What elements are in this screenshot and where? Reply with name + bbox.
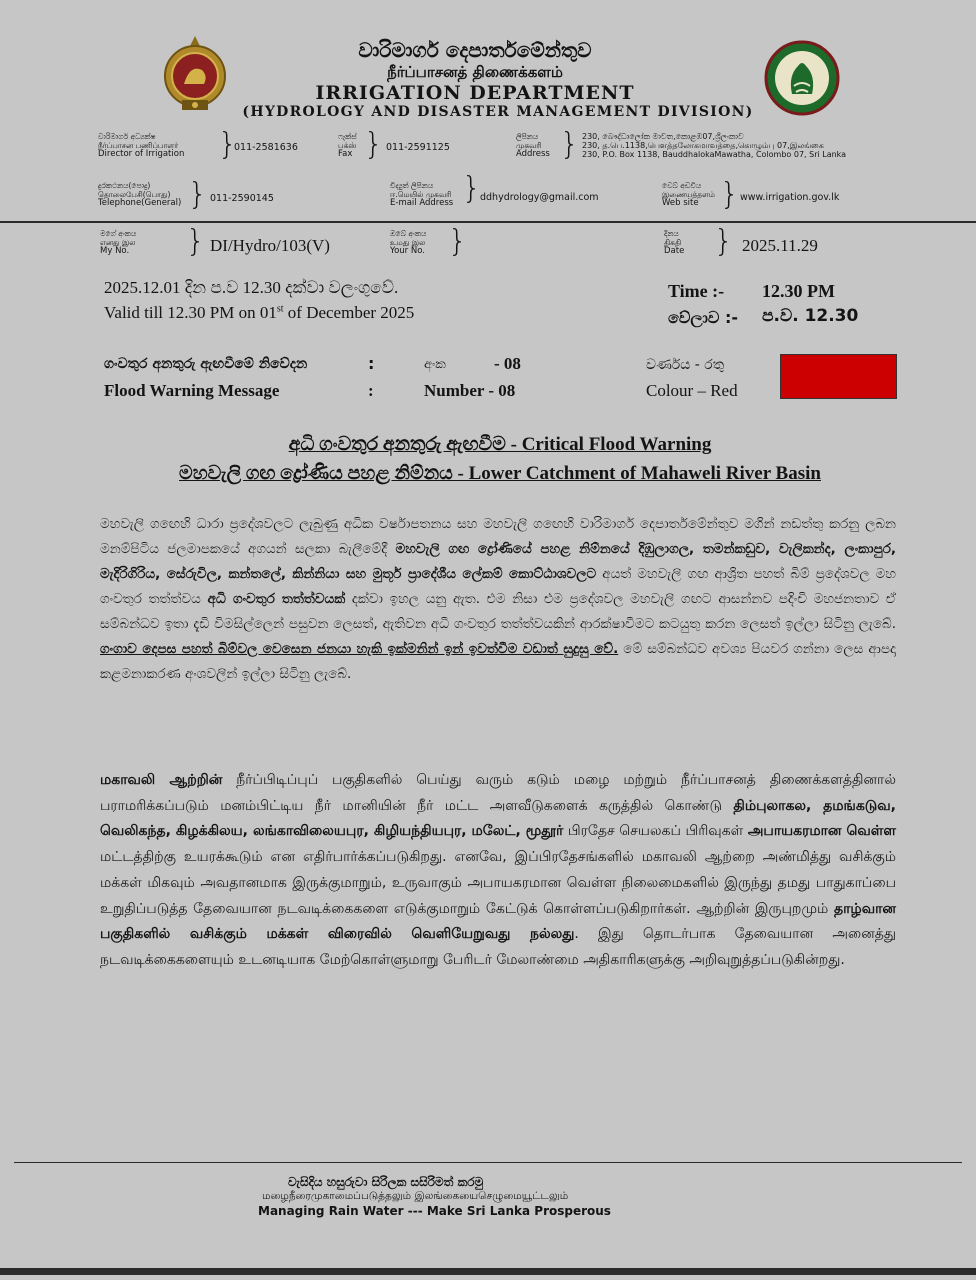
irrigation-emblem-icon — [764, 40, 840, 116]
director-label: වාරිමාර්ග අධ්‍යක්ෂ நீர்ப்பாசன பணிப்பாளர் Director of Irrigation — [98, 132, 185, 159]
website-value[interactable]: www.irrigation.gov.lk — [740, 192, 840, 203]
colour-label-english: Colour – Red — [646, 381, 738, 400]
email-value[interactable]: ddhydrology@gmail.com — [480, 192, 599, 203]
message-label-sinhala: ගංවතුර අනතුරු ඇඟවීමේ නිවේදන — [104, 356, 308, 372]
footer-english: Managing Rain Water --- Make Sri Lanka Prosperous — [258, 1204, 611, 1218]
emblem-icon — [160, 32, 230, 118]
telephone-label: දුරකථනය(පොදු) தொலைபேசி(பொது) Telephone(General) — [98, 181, 182, 208]
title-english: IRRIGATION DEPARTMENT — [315, 82, 635, 104]
header-divider — [0, 221, 976, 223]
time-value-sinhala: ප.ව. 12.30 — [762, 306, 859, 326]
message-colon: : — [368, 381, 374, 400]
brace: } — [448, 224, 468, 259]
heading-line-2: මහවැලි ගඟ ද්‍රෝණිය පහළ නිම්නය - Lower Catchment of Mahaweli River Basin — [179, 463, 821, 484]
colour-label-sinhala: වර්ණය - රතු — [646, 357, 725, 373]
message-label-english: Flood Warning Message — [104, 381, 280, 400]
validity-sinhala: 2025.12.01 දින ප.ව 12.30 දක්වා වලංගුවේ. — [104, 278, 399, 297]
website-label: වෙබ් අඩවිය இணையத்தளம் Web site — [662, 181, 715, 208]
brace: } — [218, 127, 238, 162]
footer-tamil: மழைநீரைமுகாமைப்படுத்தலும் இலங்கையைசெழுமையூட்டலும் — [262, 1190, 569, 1202]
director-phone: 011-2581636 — [234, 142, 298, 153]
heading-line-1: අධි ගංවතුර අනතුරු ඇඟවීම - Critical Flood Warning — [288, 434, 712, 455]
number-value-sinhala: - 08 — [494, 354, 521, 373]
telephone-number: 011-2590145 — [210, 193, 274, 204]
brace: } — [720, 177, 740, 212]
time-value: 12.30 PM — [762, 281, 835, 301]
fax-label: ෆැක්ස් பக்ஸ் Fax — [338, 132, 357, 159]
footer-sinhala: වැසිදිය හසුරුවා සිරිලක සසිරිමත් කරමු — [288, 1175, 484, 1189]
brace: } — [560, 127, 580, 162]
body-sinhala: මහවැලි ගඟෙහි ධාරා ප්‍රදේශවලට ලැබුණු අධික වර්ෂාපතනය සහ මහවැලි ගඟෙහි වාරිමාර්ග දෙපාර්තමේන්තුව මගින් නඩත්තු කරනු ලබන මනම්පිටිය ජලමාපකයේ අගයන් සලකා බැලීමේදී මහවැලි ගඟ ද්‍රෝණියේ පහළ නිම්නයේ දිඹුලාගල, තමන්කඩුව, වැලිකන්ද, ලංකාපුර, මැදිරිගිරිය, සේරුවිල, කන්තලේ, කින්නියා සහ මුතූර් ප්‍රාදේශීය ලේකම් කොට්ඨාශවලට අයත් මහවැලි ගඟ ආශ්‍රිත පහත් බිම් ප්‍රදේශවල මහ ගංවතුර තත්ත්වය අධි ගංවතුර තත්ත්වයක් දක්වා ඉහල යනු ඇත. එම නිසා එම ප්‍රදේශවල මහවැලි ගඟට ආසන්නව පදිංචි මහජනතාව ඒ සම්බන්ධව ඉතා දැඩි විමසිල්ලෙන් පසුවන ලෙසත්, ඇතිවන අධි ගංවතුර තත්ත්වයකින් ආරක්ෂාවීමට කටයුතු කරන ලෙසත් ඉල්ලා සිටිනු ලැබේ. ගංගාව දෙපස පහත් බිම්වල වෙසෙන ජනයා හැකි ඉක්මනින් ඉන් ඉවත්වීම වඩාත් සුදුසු වේ. මේ සම්බන්ධව අවශ්‍ය පියවර ගන්නා ලෙස ආපදා කළමනාකරණ අංශවලින් ඉල්ලා සිටිනු ලැබේ. — [100, 516, 897, 682]
brace: } — [364, 127, 384, 162]
title-sinhala: වාරිමාර්ග දෙපාර්තමේන්තුව — [358, 38, 592, 62]
my-no-value: DI/Hydro/103(V) — [210, 236, 330, 255]
time-label: Time :- — [668, 281, 725, 301]
division-title: (HYDROLOGY AND DISASTER MANAGEMENT DIVISION) — [242, 104, 754, 120]
validity-english: Valid till 12.30 PM on 01st of December 2025 — [104, 303, 415, 322]
number-label-sinhala: අංක — [424, 357, 446, 372]
your-no-label: ඔබේ අංකය உமது இல Your No. — [390, 229, 427, 256]
date-label: දිනය திகதி Date — [664, 229, 685, 256]
sri-lanka-emblem-logo — [160, 32, 230, 118]
brace: } — [714, 224, 734, 259]
address-value: 230, බෞද්ධාලෝක මාවත,කොළඹ07,ශ්‍රීලංකාව 230, த.பெ.1138,பௌத்தலோகமாவத்தை,கொழும்பு 07,இலங்கை 230, P.O. Box 1138, BauddhalokaMawatha, Colombo 07, Sri Lanka — [582, 132, 847, 159]
message-colon: : — [368, 354, 375, 373]
address-label: ලිපිනය முகவரி Address — [516, 132, 550, 159]
bottom-border — [0, 1268, 976, 1275]
footer-divider — [14, 1162, 962, 1163]
irrigation-department-logo — [764, 40, 840, 116]
my-no-label: මගේ අංකය எனது இல My No. — [100, 229, 137, 256]
brace: } — [188, 177, 208, 212]
brace: } — [186, 224, 206, 259]
number-english: Number - 08 — [424, 381, 516, 400]
body-tamil: மகாவலி ஆற்றின் நீர்ப்பிடிப்புப் பகுதிகளில் பெய்து வரும் கடும் மழை மற்றும் நீர்ப்பாசனத் திணைக்களத்தினால் பராமரிக்கப்படும் மனம்பிட்டிய நீர் மானியின் நீர் மட்ட அளவீடுகளைக் கருத்தில் கொண்டு திம்புலாகல, தமங்கடுவ, வெலிகந்த, கிழக்கிலய, லங்காவிலையபுர, கிழியந்தியபுர, மலேட், மூதூர் பிரதேச செயலகப் பிரிவுகள் அபாயகரமான வெள்ள மட்டத்திற்கு உயரக்கூடும் என எதிர்பார்க்கப்படுகிறது. எனவே, இப்பிரதேசங்களில் மகாவலி ஆற்றை அண்மித்து வசிக்கும் மக்கள் மிகவும் அவதானமாக இருக்குமாறும், உருவாகும் அபாயகரமான வெள்ள நிலைமைகளில் இருந்து தமது பாதுகாப்பை உறுதிப்படுத்த தேவையான நடவடிக்கைகளை எடுக்குமாறும் கேட்டுக் கொள்ளப்படுகிறார்கள். ஆற்றின் இருபுறமும் தாழ்வான பகுதிகளில் வசிக்கும் மக்கள் விரைவில் வெளியேறுவது நல்லது. இது தொடர்பாக தேவையான அனைத்து நடவடிக்கைகளையும் உடனடியாக மேற்கொள்ளுமாறு பேரிடர் மேலாண்மை அதிகாரிகளுக்கு அறிவுறுத்தப்படுகின்றது. — [100, 772, 897, 968]
email-label: විද්‍යුත් ලිපිනය ஈ.மெயில் முகவரி E-mail Address — [390, 181, 454, 208]
brace: } — [462, 171, 482, 206]
colour-swatch-red — [780, 354, 897, 399]
time-label-sinhala: වේලාව :- — [668, 308, 738, 327]
date-value: 2025.11.29 — [742, 236, 818, 255]
title-tamil: நீர்ப்பாசனத் திணைக்களம் — [387, 63, 563, 81]
fax-number: 011-2591125 — [386, 142, 450, 153]
